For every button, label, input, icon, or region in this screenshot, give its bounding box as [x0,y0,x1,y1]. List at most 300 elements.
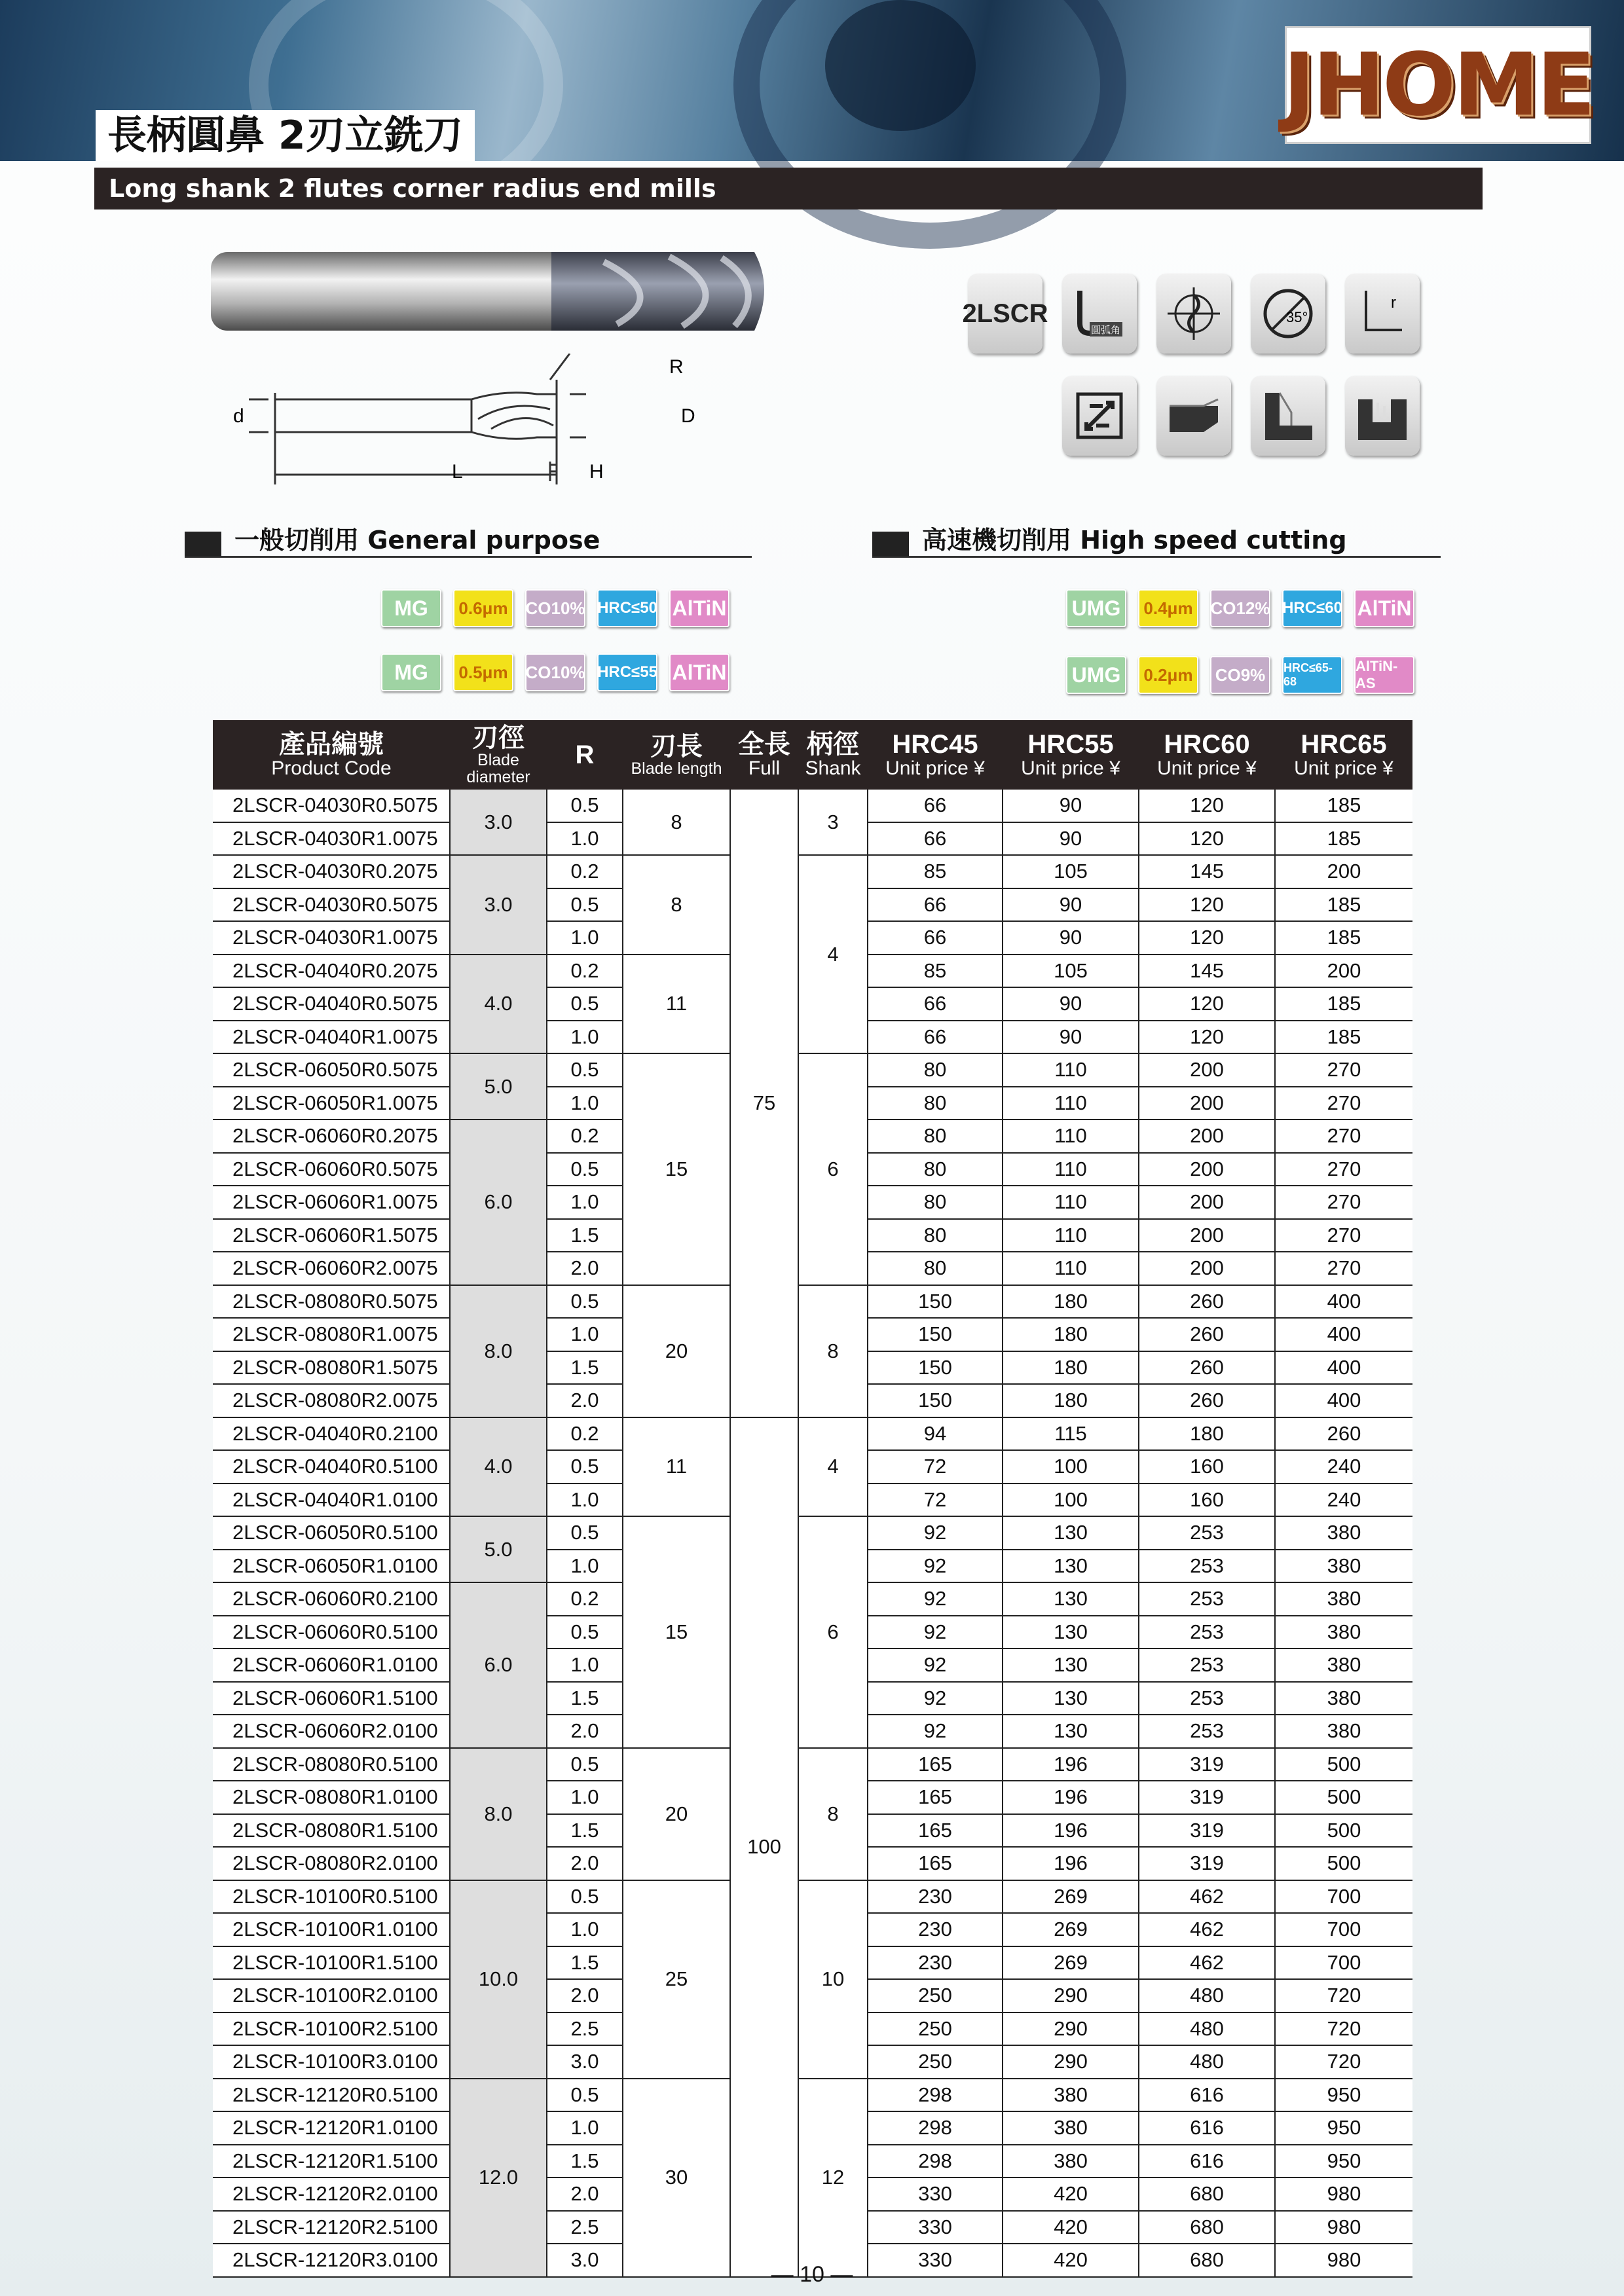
price-hrc55-cell: 90 [1003,888,1139,922]
price-hrc45-cell: 80 [868,1053,1003,1087]
price-hrc60-cell: 253 [1139,1682,1275,1715]
product-code-cell: 2LSCR-04030R0.2075 [213,855,450,888]
radius-cell: 2.0 [547,1847,623,1880]
table-row [213,1516,1412,1550]
product-code-cell: 2LSCR-04040R1.0100 [213,1484,450,1517]
price-hrc55-cell: 380 [1003,2145,1139,2178]
page-title-en: Long shank 2 flutes corner radius end mills [94,168,1483,210]
price-hrc60-cell: 480 [1139,2045,1275,2079]
price-hrc55-cell: 110 [1003,1153,1139,1186]
price-hrc45-cell: 92 [868,1582,1003,1616]
price-hrc65-cell: 380 [1275,1550,1412,1583]
blade-diameter-cell: 4.0 [450,1417,547,1517]
price-hrc60-cell: 200 [1139,1120,1275,1153]
product-code-cell: 2LSCR-04030R1.0075 [213,822,450,856]
radius-cell: 1.0 [547,1186,623,1219]
price-hrc55-cell: 180 [1003,1318,1139,1351]
shank-cell: 6 [798,1516,868,1748]
product-code-cell: 2LSCR-06050R1.0100 [213,1550,450,1583]
product-code-cell: 2LSCR-06060R2.0075 [213,1252,450,1285]
price-hrc60-cell: 319 [1139,1814,1275,1848]
price-hrc45-cell: 80 [868,1186,1003,1219]
price-hrc45-cell: 80 [868,1087,1003,1120]
badge-coating: AlTiN-AS [1354,656,1414,694]
price-hrc65-cell: 400 [1275,1285,1412,1319]
badge-cobalt: CO10% [525,589,585,627]
price-hrc55-cell: 110 [1003,1186,1139,1219]
shank-cell: 8 [798,1285,868,1417]
radius-cell: 1.5 [547,1219,623,1252]
price-hrc65-cell: 270 [1275,1252,1412,1285]
product-code-cell: 2LSCR-12120R1.0100 [213,2111,450,2145]
radius-cell: 1.5 [547,2145,623,2178]
full-length-cell: 100 [730,1417,798,2277]
product-code-cell: 2LSCR-04040R0.5100 [213,1450,450,1484]
price-hrc65-cell: 185 [1275,1021,1412,1054]
product-code-cell: 2LSCR-06060R1.0075 [213,1186,450,1219]
price-hrc45-cell: 92 [868,1616,1003,1649]
price-hrc65-cell: 720 [1275,2013,1412,2046]
price-hrc60-cell: 480 [1139,2013,1275,2046]
price-hrc55-cell: 130 [1003,1682,1139,1715]
price-hrc45-cell: 150 [868,1351,1003,1385]
price-hrc45-cell: 150 [868,1384,1003,1417]
price-hrc65-cell: 260 [1275,1417,1412,1451]
price-hrc45-cell: 298 [868,2145,1003,2178]
product-code-cell: 2LSCR-12120R3.0100 [213,2244,450,2277]
price-hrc45-cell: 66 [868,987,1003,1021]
price-hrc65-cell: 380 [1275,1582,1412,1616]
price-hrc45-cell: 66 [868,1021,1003,1054]
price-hrc45-cell: 230 [868,1913,1003,1946]
section-high-speed [872,524,1441,558]
badge-hardness: HRC≤55 [597,653,657,691]
price-hrc60-cell: 253 [1139,1516,1275,1550]
shank-cell: 6 [798,1053,868,1285]
price-hrc55-cell: 180 [1003,1285,1139,1319]
price-hrc65-cell: 500 [1275,1748,1412,1781]
product-code-cell: 2LSCR-12120R2.5100 [213,2211,450,2244]
price-hrc55-cell: 130 [1003,1616,1139,1649]
price-hrc60-cell: 319 [1139,1781,1275,1814]
price-hrc65-cell: 270 [1275,1087,1412,1120]
price-hrc45-cell: 150 [868,1285,1003,1319]
blade-diameter-cell: 8.0 [450,1748,547,1880]
price-hrc55-cell: 269 [1003,1880,1139,1914]
price-hrc65-cell: 980 [1275,2211,1412,2244]
price-hrc55-cell: 90 [1003,921,1139,955]
product-code-cell: 2LSCR-06060R1.5075 [213,1219,450,1252]
product-code-cell: 2LSCR-06060R0.5100 [213,1616,450,1649]
price-hrc55-cell: 130 [1003,1582,1139,1616]
price-hrc55-cell: 110 [1003,1219,1139,1252]
radius-r-text: r [1391,294,1396,312]
product-code-cell: 2LSCR-04030R0.5075 [213,888,450,922]
product-code-cell: 2LSCR-06060R1.5100 [213,1682,450,1715]
price-hrc60-cell: 253 [1139,1616,1275,1649]
product-code-cell: 2LSCR-06050R0.5075 [213,1053,450,1087]
price-hrc55-cell: 130 [1003,1715,1139,1748]
price-hrc65-cell: 400 [1275,1384,1412,1417]
radius-cell: 1.0 [547,921,623,955]
price-hrc65-cell: 185 [1275,921,1412,955]
price-hrc60-cell: 616 [1139,2145,1275,2178]
price-hrc45-cell: 72 [868,1484,1003,1517]
badge-material: UMG [1066,589,1126,627]
radius-cell: 2.0 [547,1979,623,2013]
price-hrc45-cell: 85 [868,855,1003,888]
price-hrc60-cell: 120 [1139,790,1275,822]
blade-length-cell: 11 [623,1417,730,1517]
blade-diameter-cell: 10.0 [450,1880,547,2079]
price-hrc65-cell: 980 [1275,2244,1412,2277]
dim-label-d-small: d [233,405,244,427]
slotting-icon [1156,376,1231,456]
price-hrc45-cell: 165 [868,1748,1003,1781]
blade-length-cell: 20 [623,1285,730,1417]
col-header-hrc45: HRC45 Unit price ¥ [868,720,1003,790]
price-hrc45-cell: 165 [868,1847,1003,1880]
price-hrc55-cell: 420 [1003,2211,1139,2244]
price-hrc60-cell: 616 [1139,2079,1275,2112]
product-code-cell: 2LSCR-10100R1.5100 [213,1946,450,1980]
price-hrc60-cell: 260 [1139,1285,1275,1319]
price-hrc65-cell: 270 [1275,1186,1412,1219]
price-hrc45-cell: 94 [868,1417,1003,1451]
price-hrc45-cell: 150 [868,1318,1003,1351]
product-code-cell: 2LSCR-04040R1.0075 [213,1021,450,1054]
price-hrc65-cell: 950 [1275,2079,1412,2112]
radius-cell: 0.5 [547,888,623,922]
price-hrc45-cell: 165 [868,1814,1003,1848]
blade-length-cell: 25 [623,1880,730,2079]
table-row [213,790,1412,822]
directional-cut-icon [1062,376,1137,456]
price-hrc65-cell: 380 [1275,1616,1412,1649]
price-hrc60-cell: 680 [1139,2244,1275,2277]
price-hrc65-cell: 500 [1275,1781,1412,1814]
radius-cell: 1.0 [547,822,623,856]
price-hrc60-cell: 120 [1139,987,1275,1021]
price-hrc55-cell: 90 [1003,1021,1139,1054]
col-header-blade-diameter: 刃徑 Blade diameter [450,720,547,790]
product-code-cell: 2LSCR-06060R0.2100 [213,1582,450,1616]
price-hrc60-cell: 145 [1139,855,1275,888]
price-hrc55-cell: 110 [1003,1252,1139,1285]
price-hrc65-cell: 720 [1275,2045,1412,2079]
price-hrc45-cell: 165 [868,1781,1003,1814]
price-hrc60-cell: 462 [1139,1880,1275,1914]
badge-grain-size: 0.6μm [453,589,513,627]
corner-radius-icon [1062,274,1137,354]
product-code-cell: 2LSCR-08080R0.5075 [213,1285,450,1319]
radius-cell: 2.5 [547,2013,623,2046]
price-hrc65-cell: 200 [1275,855,1412,888]
price-hrc45-cell: 72 [868,1450,1003,1484]
radius-cell: 0.5 [547,1748,623,1781]
price-hrc60-cell: 120 [1139,822,1275,856]
col-header-radius: R [547,720,623,790]
col-header-hrc65: HRC65 Unit price ¥ [1275,720,1412,790]
price-hrc55-cell: 115 [1003,1417,1139,1451]
table-row [213,855,1412,888]
price-hrc65-cell: 380 [1275,1715,1412,1748]
price-hrc65-cell: 400 [1275,1318,1412,1351]
product-code-cell: 2LSCR-08080R1.5100 [213,1814,450,1848]
radius-cell: 1.5 [547,1682,623,1715]
price-hrc65-cell: 700 [1275,1913,1412,1946]
price-hrc55-cell: 90 [1003,987,1139,1021]
radius-cell: 0.5 [547,1616,623,1649]
shoulder-milling-icon [1251,376,1325,456]
corner-radius-text: 圓弧角 [1091,324,1121,336]
price-hrc60-cell: 145 [1139,955,1275,988]
price-hrc60-cell: 253 [1139,1649,1275,1682]
dim-label-l: L [452,461,463,483]
page-number: — 10 — [771,2262,853,2287]
price-hrc60-cell: 200 [1139,1153,1275,1186]
product-code-cell: 2LSCR-04030R1.0075 [213,921,450,955]
radius-cell: 2.0 [547,1252,623,1285]
price-hrc65-cell: 185 [1275,888,1412,922]
price-hrc65-cell: 500 [1275,1847,1412,1880]
price-hrc60-cell: 680 [1139,2178,1275,2211]
radius-cell: 0.5 [547,1285,623,1319]
price-hrc60-cell: 253 [1139,1715,1275,1748]
price-hrc65-cell: 240 [1275,1450,1412,1484]
radius-cell: 1.0 [547,1484,623,1517]
table-row [213,1417,1412,1451]
radius-cell: 0.5 [547,1516,623,1550]
radius-cell: 2.0 [547,1715,623,1748]
price-hrc60-cell: 260 [1139,1384,1275,1417]
radius-cell: 1.5 [547,1946,623,1980]
table-row [213,2079,1412,2112]
price-hrc55-cell: 180 [1003,1384,1139,1417]
radius-cell: 1.0 [547,1550,623,1583]
table-row [213,1053,1412,1087]
blade-length-cell: 11 [623,955,730,1054]
radius-cell: 1.0 [547,1913,623,1946]
price-hrc60-cell: 160 [1139,1484,1275,1517]
product-code-cell: 2LSCR-06060R1.0100 [213,1649,450,1682]
price-hrc45-cell: 298 [868,2111,1003,2145]
product-code-cell: 2LSCR-04040R0.2075 [213,955,450,988]
badge-cobalt: CO10% [525,653,585,691]
price-hrc45-cell: 66 [868,921,1003,955]
price-hrc55-cell: 196 [1003,1814,1139,1848]
price-hrc55-cell: 380 [1003,2079,1139,2112]
shank-cell: 10 [798,1880,868,2079]
radius-cell: 0.5 [547,1880,623,1914]
radius-cell: 0.5 [547,1053,623,1087]
price-hrc55-cell: 110 [1003,1053,1139,1087]
price-hrc55-cell: 269 [1003,1913,1139,1946]
product-code-cell: 2LSCR-06060R0.5075 [213,1153,450,1186]
price-hrc65-cell: 380 [1275,1682,1412,1715]
section-highspeed-title: 高速機切削用 High speed cutting [922,526,1347,555]
price-hrc60-cell: 480 [1139,1979,1275,2013]
badge-grain-size: 0.4μm [1138,589,1198,627]
price-hrc55-cell: 105 [1003,855,1139,888]
col-header-full-length: 全長 Full [730,720,798,790]
price-hrc45-cell: 92 [868,1550,1003,1583]
price-hrc65-cell: 380 [1275,1516,1412,1550]
section-marker [872,532,909,556]
two-flute-icon [1156,274,1231,354]
section-general-purpose [185,524,752,558]
price-hrc60-cell: 200 [1139,1252,1275,1285]
price-hrc60-cell: 200 [1139,1087,1275,1120]
blade-length-cell: 30 [623,2079,730,2277]
price-hrc55-cell: 90 [1003,790,1139,822]
product-code-cell: 2LSCR-08080R1.0100 [213,1781,450,1814]
shank-cell: 8 [798,1748,868,1880]
product-code-cell: 2LSCR-12120R0.5100 [213,2079,450,2112]
radius-cell: 0.5 [547,790,623,822]
helix-angle-text: 35° [1286,309,1308,325]
radius-cell: 0.5 [547,1153,623,1186]
shank-cell: 12 [798,2079,868,2277]
radius-cell: 3.0 [547,2244,623,2277]
full-length-cell: 75 [730,790,798,1417]
price-hrc55-cell: 105 [1003,955,1139,988]
price-hrc65-cell: 380 [1275,1649,1412,1682]
price-hrc45-cell: 298 [868,2079,1003,2112]
price-hrc45-cell: 230 [868,1946,1003,1980]
badge-coating: AlTiN [669,589,729,627]
price-hrc55-cell: 130 [1003,1649,1139,1682]
price-hrc60-cell: 260 [1139,1318,1275,1351]
product-code-cell: 2LSCR-06050R0.5100 [213,1516,450,1550]
price-hrc55-cell: 110 [1003,1120,1139,1153]
col-header-hrc55: HRC55 Unit price ¥ [1003,720,1139,790]
radius-r-icon [1345,274,1420,354]
radius-cell: 1.5 [547,1814,623,1848]
radius-cell: 3.0 [547,2045,623,2079]
product-code-cell: 2LSCR-10100R3.0100 [213,2045,450,2079]
blade-diameter-cell: 4.0 [450,955,547,1054]
price-hrc60-cell: 200 [1139,1219,1275,1252]
radius-cell: 0.2 [547,1120,623,1153]
price-hrc60-cell: 319 [1139,1847,1275,1880]
product-code-cell: 2LSCR-06060R2.0100 [213,1715,450,1748]
price-hrc45-cell: 92 [868,1715,1003,1748]
product-code-cell: 2LSCR-08080R1.0075 [213,1318,450,1351]
price-hrc60-cell: 120 [1139,888,1275,922]
price-hrc65-cell: 240 [1275,1484,1412,1517]
radius-cell: 1.5 [547,1351,623,1385]
price-hrc55-cell: 100 [1003,1450,1139,1484]
price-hrc45-cell: 92 [868,1516,1003,1550]
price-hrc65-cell: 950 [1275,2145,1412,2178]
radius-cell: 1.0 [547,2111,623,2145]
series-code-label: 2LSCR [962,299,1048,328]
badge-hardness: HRC≤65-68 [1282,656,1342,694]
price-hrc45-cell: 230 [868,1880,1003,1914]
price-hrc60-cell: 462 [1139,1946,1275,1980]
dim-label-r: R [669,356,684,378]
blade-length-cell: 8 [623,855,730,955]
price-hrc60-cell: 462 [1139,1913,1275,1946]
price-table [213,720,1412,2278]
price-hrc65-cell: 270 [1275,1219,1412,1252]
radius-cell: 0.2 [547,1417,623,1451]
price-hrc45-cell: 250 [868,1979,1003,2013]
dim-label-h: H [589,461,604,483]
price-hrc55-cell: 110 [1003,1087,1139,1120]
shank-cell: 4 [798,1417,868,1517]
product-code-cell: 2LSCR-04030R0.5075 [213,790,450,822]
price-hrc55-cell: 100 [1003,1484,1139,1517]
product-code-cell: 2LSCR-10100R2.5100 [213,2013,450,2046]
price-hrc65-cell: 270 [1275,1053,1412,1087]
radius-cell: 0.5 [547,987,623,1021]
badge-grain-size: 0.2μm [1138,656,1198,694]
price-hrc45-cell: 92 [868,1682,1003,1715]
blade-diameter-cell: 3.0 [450,790,547,855]
price-hrc65-cell: 400 [1275,1351,1412,1385]
product-code-cell: 2LSCR-06060R0.2075 [213,1120,450,1153]
price-table-body [213,790,1412,2277]
dimension-drawing [229,354,727,498]
col-header-shank: 柄徑 Shank [798,720,868,790]
table-row [213,1285,1412,1319]
col-header-product-code: 產品編號 Product Code [213,720,450,790]
price-hrc55-cell: 380 [1003,2111,1139,2145]
blade-length-cell: 20 [623,1748,730,1880]
price-hrc60-cell: 616 [1139,2111,1275,2145]
price-hrc60-cell: 253 [1139,1550,1275,1583]
price-hrc45-cell: 330 [868,2178,1003,2211]
brand-logo [1285,26,1591,144]
price-hrc45-cell: 80 [868,1153,1003,1186]
table-header-row [213,720,1412,790]
product-code-cell: 2LSCR-10100R1.0100 [213,1913,450,1946]
banner-decoration [825,0,976,131]
price-hrc45-cell: 85 [868,955,1003,988]
price-hrc55-cell: 90 [1003,822,1139,856]
product-code-cell: 2LSCR-10100R2.0100 [213,1979,450,2013]
price-hrc60-cell: 680 [1139,2211,1275,2244]
price-hrc65-cell: 950 [1275,2111,1412,2145]
price-hrc65-cell: 200 [1275,955,1412,988]
product-code-cell: 2LSCR-12120R1.5100 [213,2145,450,2178]
dim-label-d-big: D [681,405,695,427]
radius-cell: 0.2 [547,855,623,888]
radius-cell: 1.0 [547,1021,623,1054]
price-hrc65-cell: 500 [1275,1814,1412,1848]
col-header-blade-length: 刃長 Blade length [623,720,730,790]
price-hrc45-cell: 66 [868,790,1003,822]
price-hrc55-cell: 290 [1003,2013,1139,2046]
product-code-cell: 2LSCR-12120R2.0100 [213,2178,450,2211]
price-hrc45-cell: 80 [868,1120,1003,1153]
badge-material: UMG [1066,656,1126,694]
badge-hardness: HRC≤60 [1282,589,1342,627]
radius-cell: 2.0 [547,1384,623,1417]
badge-coating: AlTiN [669,653,729,691]
blade-diameter-cell: 6.0 [450,1582,547,1748]
price-hrc55-cell: 130 [1003,1550,1139,1583]
shank-cell: 3 [798,790,868,855]
blade-diameter-cell: 3.0 [450,855,547,955]
brand-logo-text: JHOME [1283,35,1593,136]
price-hrc45-cell: 250 [868,2045,1003,2079]
page-title-zh: 長柄圓鼻 2刃立銑刀 [96,110,475,161]
col-header-hrc60: HRC60 Unit price ¥ [1139,720,1275,790]
price-hrc45-cell: 92 [868,1649,1003,1682]
